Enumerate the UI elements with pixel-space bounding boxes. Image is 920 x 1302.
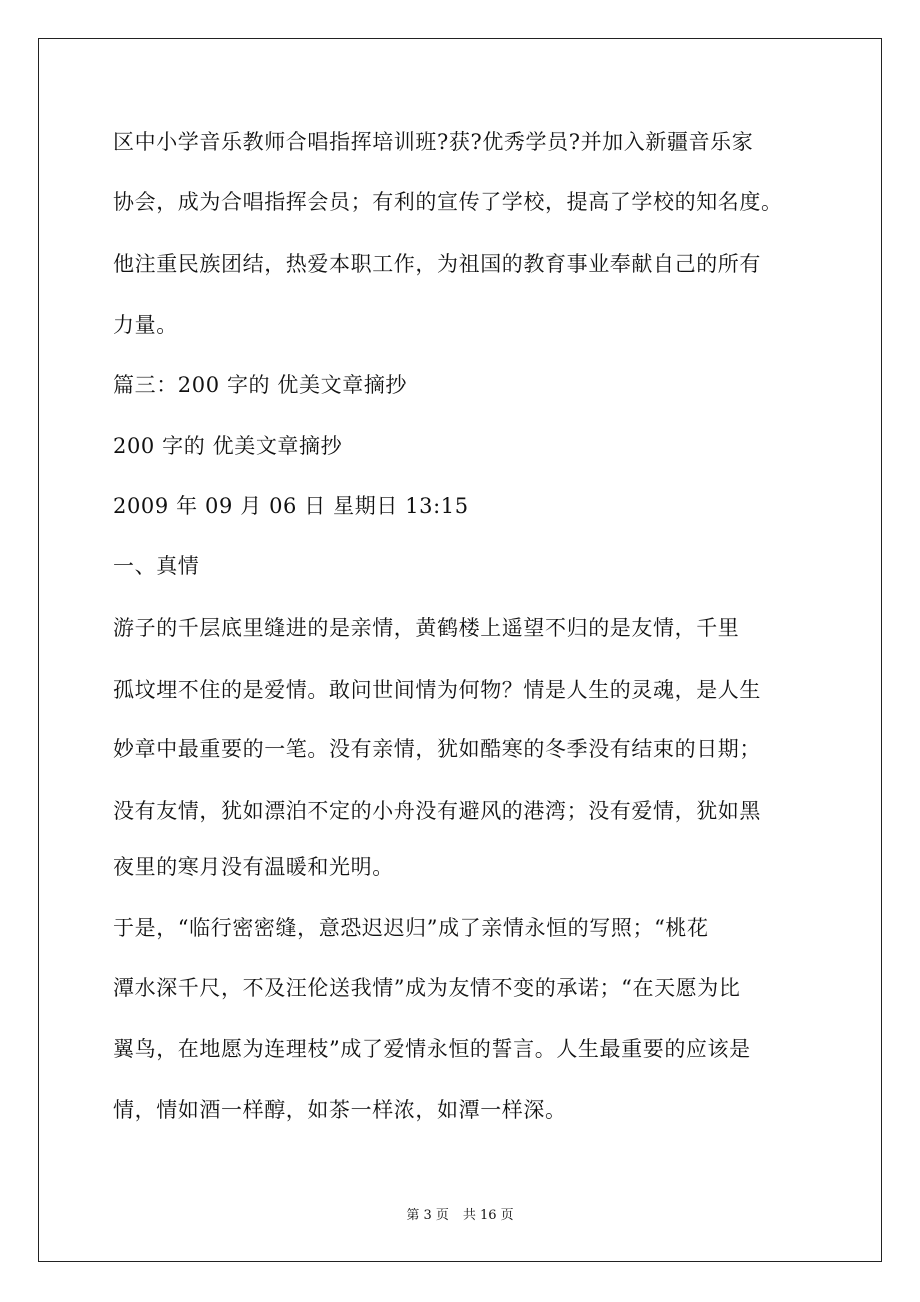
body-text-line: 于是，“临行密密缝，意恐迟迟归”成了亲情永恒的写照；“桃花 xyxy=(113,916,709,940)
body-text-line: 情，情如酒一样醇，如茶一样浓，如潭一样深。 xyxy=(113,1098,567,1122)
article-title: 200 字的 优美文章摘抄 xyxy=(113,434,343,458)
section-heading: 篇三：200 字的 优美文章摘抄 xyxy=(113,373,408,397)
body-text-line: 妙章中最重要的一笔。没有亲情，犹如酷寒的冬季没有结束的日期； xyxy=(113,737,761,761)
body-text-line: 夜里的寒月没有温暖和光明。 xyxy=(113,855,394,879)
body-text-line: 协会，成为合唱指挥会员；有利的宣传了学校，提高了学校的知名度。 xyxy=(113,190,783,214)
page-border xyxy=(38,38,882,1262)
article-date: 2009 年 09 月 06 日 星期日 13:15 xyxy=(113,494,469,518)
body-text-line: 没有友情，犹如漂泊不定的小舟没有避风的港湾；没有爱情，犹如黑 xyxy=(113,799,761,823)
subsection-heading: 一、真情 xyxy=(113,554,200,578)
body-text-line: 区中小学音乐教师合唱指挥培训班?获?优秀学员?并加入新疆音乐家 xyxy=(113,130,754,154)
body-text-line: 孤坟埋不住的是爱情。敢问世间情为何物？情是人生的灵魂，是人生 xyxy=(113,678,761,702)
body-text-line: 潭水深千尺，不及汪伦送我情”成为友情不变的承诺；“在天愿为比 xyxy=(113,976,741,1000)
body-text-line: 他注重民族团结，热爱本职工作，为祖国的教育事业奉献自己的所有 xyxy=(113,252,761,276)
body-text-line: 翼鸟，在地愿为连理枝”成了爱情永恒的誓言。人生最重要的应该是 xyxy=(113,1037,751,1061)
page-total: 共 16 页 xyxy=(462,1208,514,1223)
page-number: 第 3 页 xyxy=(406,1208,449,1223)
body-text-line: 力量。 xyxy=(113,313,178,337)
page-footer xyxy=(0,1207,920,1225)
body-text-line: 游子的千层底里缝进的是亲情，黄鹤楼上遥望不归的是友情，千里 xyxy=(113,616,740,640)
